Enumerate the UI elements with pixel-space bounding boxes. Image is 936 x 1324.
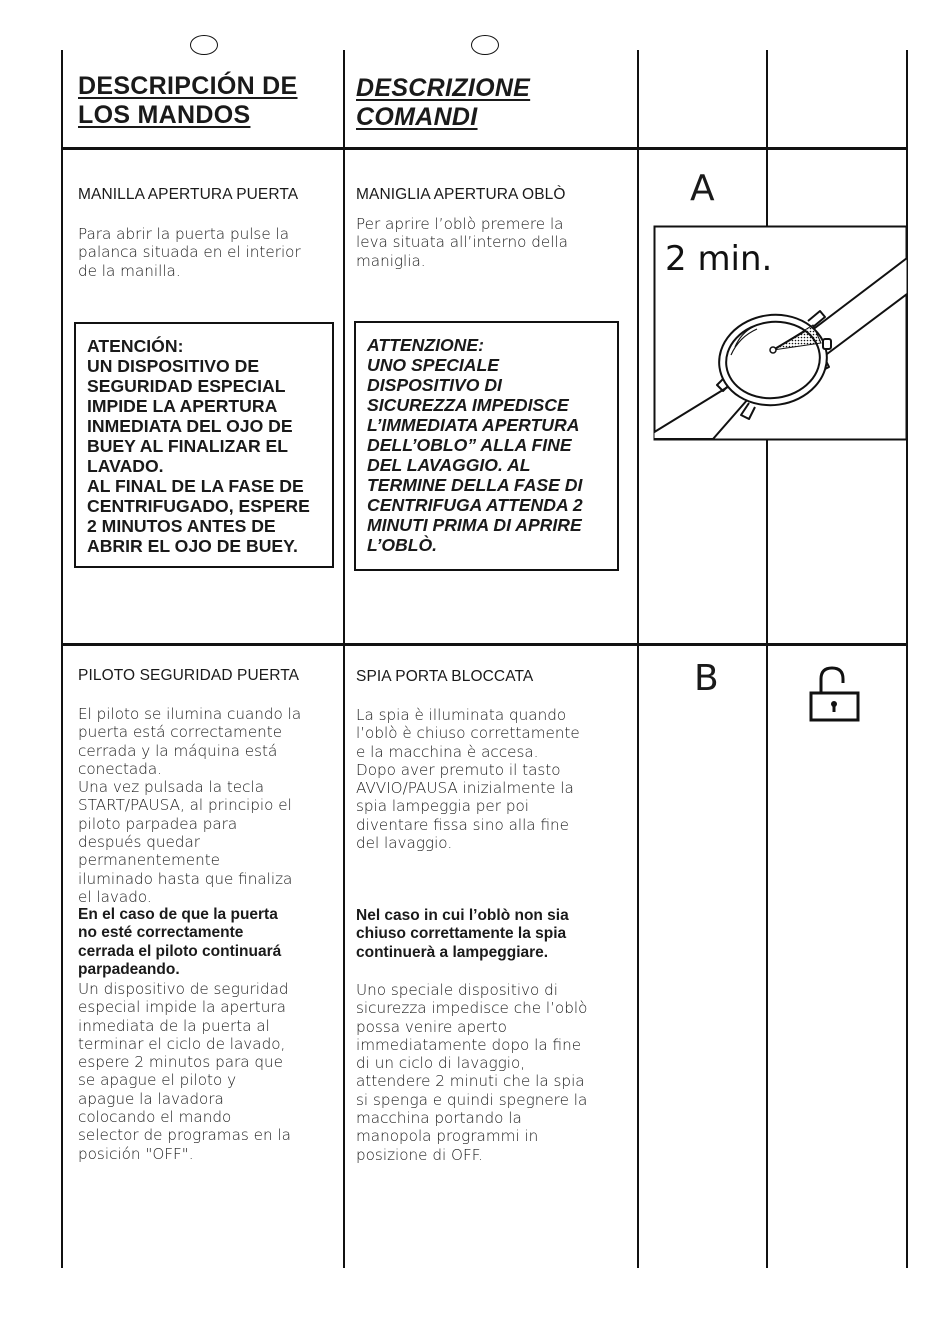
section-b-body1-es: El piloto se ilumina cuando la puerta está correctamente cerrada y la máquina está conectada. Una vez pulsada la tecla START/PAUSA, al principio el piloto parpadea para después quedar permanentemente iluminado hasta que finaliza el lavado.: [78, 705, 302, 906]
figure-label-a: A: [690, 168, 715, 209]
section-a-body-es: Para abrir la puerta pulse la palanca situada en el interior de la manilla.: [78, 225, 301, 280]
warning-box-es: [74, 322, 334, 568]
language-marker-it: [471, 35, 499, 55]
section-divider: [62, 643, 908, 646]
warning-box-it: [354, 321, 619, 571]
section-b-title-es: PILOTO SEGURIDAD PUERTA: [78, 667, 300, 684]
warning-text-it: ATTENZIONE: UNO SPECIALE DISPOSITIVO DI SICUREZZA IMPEDISCE L’IMMEDIATA APERTURA DELL’OBLO” ALLA FINE DEL LAVAGGIO. AL TERMINE DELLA FASE DI CENTRIFUGA ATTENDA 2 MINUTI PRIMA DI APRIRE L’OBLÒ.: [367, 335, 583, 555]
section-b-body2-es: Un dispositivo de seguridad especial impide la apertura inmediata de la puerta al terminar el ciclo de lavado, espere 2 minutos para que se apague el piloto y apague la lavadora colocando el mando selector de programas en la posición "OFF".: [78, 980, 291, 1163]
column-divider-es-it: [343, 50, 345, 1268]
figure-label-b: B: [694, 658, 719, 699]
section-b-title-it: SPIA PORTA BLOCCATA: [356, 668, 534, 685]
language-marker-es: [190, 35, 218, 55]
section-b-bold-es: En el caso de que la puerta no esté correctamente cerrada el piloto continuará parpadeando.: [78, 906, 282, 978]
section-a-title-es: MANILLA APERTURA PUERTA: [78, 186, 299, 203]
section-a-body-it: Per aprire l’oblò premere la leva situata all’interno della maniglia.: [356, 215, 568, 270]
padlock-icon: [805, 665, 861, 723]
watch-figure: [653, 225, 908, 441]
header-divider: [62, 147, 908, 150]
section-b-body2-it: Uno speciale dispositivo di sicurezza impedisce che l’oblò possa venire aperto immediatamente dopo la fine di un ciclo di lavaggio, attendere 2 minuti che la spia si spenga e quindi spegnere la macchina portando la manopola programmi in posizione di OFF.: [356, 981, 588, 1164]
column-divider-left: [61, 50, 63, 1268]
section-a-title-it: MANIGLIA APERTURA OBLÒ: [356, 186, 566, 203]
page-title-es: DESCRIPCIÓN DE LOS MANDOS: [78, 72, 298, 129]
watch-duration-label: 2 min.: [665, 239, 773, 279]
page-title-it: DESCRIZIONE COMANDI: [356, 74, 531, 131]
section-b-bold-it: Nel caso in cui l’oblò non sia chiuso correttamente la spia continuerà a lampeggiare.: [356, 907, 569, 961]
section-b-body1-it: La spia è illuminata quando l’oblò è chiuso correttamente e la macchina è accesa. Dopo aver premuto il tasto AVVIO/PAUSA inizialmente la spia lampeggia per poi diventare fissa sino alla fine del lavaggio.: [356, 706, 580, 853]
column-divider-it-fig: [637, 50, 639, 1268]
warning-text-es: ATENCIÓN: UN DISPOSITIVO DE SEGURIDAD ESPECIAL IMPIDE LA APERTURA INMEDIATA DEL OJO DE BUEY AL FINALIZAR EL LAVADO. AL FINAL DE LA FASE DE CENTRIFUGADO, ESPERE 2 MINUTOS ANTES DE ABRIR EL OJO DE BUEY.: [87, 336, 310, 556]
